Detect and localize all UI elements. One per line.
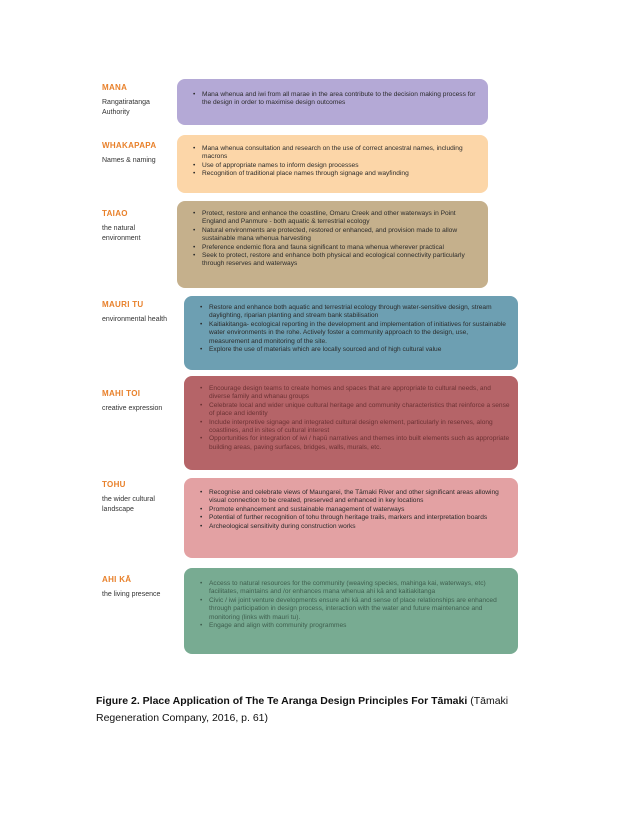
section-label-whakapapa [102, 141, 176, 166]
section-title: MAHI TOI [102, 389, 141, 398]
figure-caption [96, 693, 536, 727]
section-subtitle: creative expression [102, 405, 163, 412]
section-title: MANA [102, 83, 128, 92]
section-label-ahi-ka [102, 575, 178, 600]
figure-caption-title: Figure 2. Place Application of The Te Aranga Design Principles For Tāmaki [96, 695, 468, 707]
section-box-taiao [177, 201, 488, 288]
bullet-item: • Encourage design teams to create homes and spaces that are appropriate to cultural needs, and diverse family and whanau groups [200, 385, 510, 402]
section-label-mahi-toi [102, 389, 182, 414]
section-box-mana [177, 79, 488, 125]
bullet-item: • Recognise and celebrate views of Maungarei, the Tāmaki River and other significant areas allowing visual connection to be created, preserved and enhanced in key locations [200, 489, 510, 506]
bullet-item: • Explore the use of materials which are locally sourced and of high cultural value [200, 346, 510, 354]
bullet-item: • Potential of further recognition of tohu through heritage trails, markers and interpretation boards [200, 514, 510, 522]
bullet-item: • Preference endemic flora and fauna significant to mana whenua wherever practical [193, 244, 480, 252]
bullet-item: • Include interpretive signage and integrated cultural design element, particularly in reserves, along coastlines, and in sites of cultural interest [200, 419, 510, 436]
section-subtitle: the natural environment [102, 225, 141, 242]
bullet-item: • Archeological sensitivity during construction works [200, 523, 510, 531]
section-label-tohu [102, 480, 178, 514]
bullet-item: • Use of appropriate names to inform design processes [193, 162, 480, 170]
section-subtitle: the living presence [102, 591, 161, 598]
bullet-item: • Mana whenua and iwi from all marae in the area contribute to the decision making process for the design in order to maximise design outcomes [193, 91, 480, 108]
section-subtitle: Rangatiratanga Authority [102, 99, 150, 116]
section-box-mauri-tu [184, 296, 518, 370]
section-title: WHAKAPAPA [102, 141, 157, 150]
bullet-item: • Seek to protect, restore and enhance both physical and ecological connectivity particularly through reserves and waterways [193, 252, 480, 269]
section-title: TAIAO [102, 209, 128, 218]
bullet-item: • Kaitiakitanga- ecological reporting in the development and implementation of initiatives for sustainable water environments in the rohe. Actively foster a community approach to the design, use, measurement and monitoring of the site. [200, 321, 510, 346]
section-label-taiao [102, 209, 162, 243]
section-subtitle: environmental health [102, 316, 167, 323]
bullet-item: • Civic / iwi joint venture developments ensure ahi kā and sense of place relationships are enhanced through participation in design process, interaction with the water and future maintenance and monitoring (links with mauri tu). [200, 597, 510, 622]
bullet-item: • Celebrate local and wider unique cultural heritage and community characteristics that reinforce a sense of place and identity [200, 402, 510, 419]
section-label-mauri-tu [102, 300, 182, 325]
section-box-whakapapa [177, 135, 488, 193]
figure-caption-citation: (Tāmaki Regeneration Company, 2016, p. 61) [96, 695, 509, 724]
bullet-item: • Opportunities for integration of iwi / hapū narratives and themes into built elements such as appropriate building areas, paving surfaces, bridges, walls, murals, etc. [200, 435, 510, 452]
section-title: TOHU [102, 480, 126, 489]
section-box-tohu [184, 478, 518, 558]
bullet-item: • Access to natural resources for the community (weaving species, mahinga kai, waterways, etc) facilitates, maintains and /or enhances mana whenua ahi kā and kaitiakitanga [200, 580, 510, 597]
section-box-mahi-toi [184, 376, 518, 470]
bullet-item: • Mana whenua consultation and research on the use of correct ancestral names, including macrons [193, 145, 480, 162]
bullet-item: • Restore and enhance both aquatic and terrestrial ecology through water-sensitive design, stream daylighting, riparian planting and stream bank stabilisation [200, 304, 510, 321]
section-label-mana [102, 83, 172, 117]
section-box-ahi-ka [184, 568, 518, 654]
bullet-item: • Protect, restore and enhance the coastline, Omaru Creek and other waterways in Point England and Panmure - both aquatic & terrestrial ecology [193, 210, 480, 227]
bullet-item: • Natural environments are protected, restored or enhanced, and provision made to allow sustainable mana whenua harvesting [193, 227, 480, 244]
section-title: AHI KĀ [102, 575, 132, 584]
bullet-item: • Promote enhancement and sustainable management of waterways [200, 506, 510, 514]
section-title: MAURI TU [102, 300, 144, 309]
bullet-item: • Engage and align with community programmes [200, 622, 510, 630]
bullet-item: • Recognition of traditional place names through signage and wayfinding [193, 170, 480, 178]
section-subtitle: Names & naming [102, 157, 156, 164]
section-subtitle: the wider cultural landscape [102, 496, 155, 513]
